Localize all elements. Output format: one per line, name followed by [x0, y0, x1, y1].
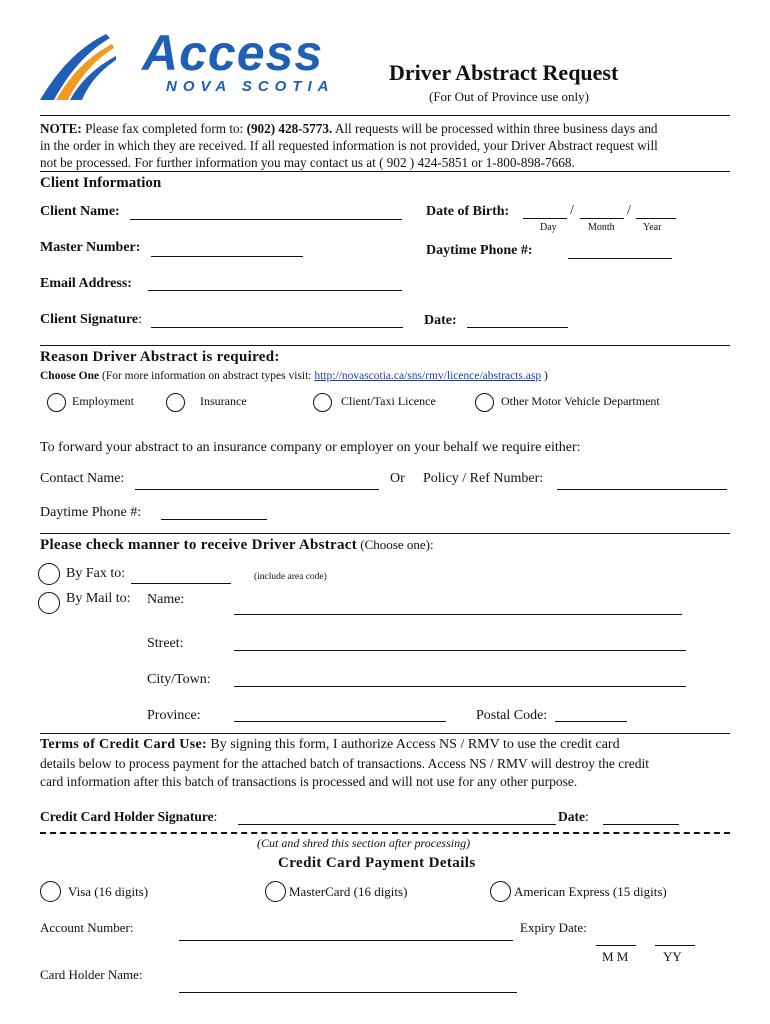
- note-text: Please fax completed form to:: [81, 121, 247, 136]
- radio-visa[interactable]: [40, 881, 61, 902]
- radio-employment[interactable]: [47, 393, 66, 412]
- daytime-phone-field[interactable]: [568, 258, 672, 259]
- client-date-label: Date:: [424, 313, 457, 328]
- expiry-mm-caption: M M: [602, 949, 629, 964]
- option-client-taxi: Client/Taxi Licence: [341, 394, 436, 408]
- client-name-label: Client Name:: [40, 204, 120, 219]
- forward-phone-field[interactable]: [161, 519, 267, 520]
- delivery-choose: (Choose one):: [357, 537, 434, 552]
- terms-line-2: details below to process payment for the attached batch of transactions. Access NS / RMV will destroy the credit: [40, 756, 649, 771]
- client-date-field[interactable]: [467, 327, 568, 328]
- dob-sep-2: /: [627, 203, 631, 218]
- email-label: Email Address:: [40, 276, 132, 291]
- header-rule: [40, 115, 730, 116]
- abstracts-link[interactable]: http://novascotia.ca/sns/rmv/licence/abstracts.asp: [314, 370, 542, 382]
- dob-sep-1: /: [570, 203, 574, 218]
- expiry-date-label: Expiry Date:: [520, 920, 587, 935]
- option-visa: Visa (16 digits): [68, 884, 149, 899]
- fax-number-field[interactable]: [131, 583, 231, 584]
- city-field[interactable]: [234, 686, 686, 687]
- dob-label: Date of Birth:: [426, 204, 510, 219]
- cut-note: (Cut and shred this section after processing): [257, 836, 471, 850]
- radio-other-mvd[interactable]: [475, 393, 494, 412]
- province-field[interactable]: [234, 721, 446, 722]
- option-mastercard: MasterCard (16 digits): [289, 884, 408, 899]
- account-number-label: Account Number:: [40, 920, 134, 935]
- by-fax-label: By Fax to:: [66, 566, 126, 581]
- client-name-field[interactable]: [130, 219, 402, 220]
- note-line1-rest: All requests will be processed within three business days and: [332, 121, 658, 136]
- terms-line-3: card information after this batch of transactions is processed and will not use for any other purpose.: [40, 774, 578, 789]
- client-signature-field[interactable]: [151, 327, 403, 328]
- form-title: Driver Abstract Request: [389, 60, 619, 85]
- radio-amex[interactable]: [490, 881, 511, 902]
- radio-by-mail[interactable]: [38, 592, 60, 614]
- logo-word: Access: [142, 25, 324, 81]
- option-amex: American Express (15 digits): [514, 884, 667, 899]
- by-mail-label: By Mail to:: [66, 591, 131, 606]
- option-insurance: Insurance: [200, 394, 247, 408]
- dob-month-field[interactable]: [580, 218, 624, 219]
- delivery-heading: Please check manner to receive Driver Abstract: [40, 537, 358, 553]
- reason-choose-line: [40, 370, 548, 382]
- forward-rule: [40, 533, 730, 534]
- cc-date-text: Date: [558, 809, 585, 824]
- client-rule: [40, 345, 730, 346]
- terms-text-1: By signing this form, I authorize Access NS / RMV to use the credit card: [206, 737, 620, 752]
- expiry-yy-field[interactable]: [655, 945, 695, 946]
- note-line-3: not be processed. For further information you may contact us at ( 902 ) 424-5851 or 1-800-898-7668.: [40, 155, 575, 170]
- access-ns-logo: [38, 25, 368, 103]
- street-field[interactable]: [234, 650, 686, 651]
- cc-date-field[interactable]: [603, 824, 679, 825]
- province-label: Province:: [147, 708, 201, 723]
- contact-name-label: Contact Name:: [40, 471, 125, 486]
- dob-year-caption: Year: [643, 222, 662, 233]
- dob-day-caption: Day: [540, 222, 557, 233]
- city-label: City/Town:: [147, 672, 211, 687]
- cc-signature-colon: :: [213, 809, 218, 824]
- more-info-text: (For more information on abstract types visit:: [99, 370, 315, 382]
- client-signature-colon: :: [138, 312, 143, 327]
- postal-code-label: Postal Code:: [476, 708, 548, 723]
- logo-subtext: NOVA SCOTIA: [166, 78, 335, 95]
- account-number-field[interactable]: [179, 940, 513, 941]
- forward-text: To forward your abstract to an insurance company or employer on your behalf we require either:: [40, 440, 581, 455]
- client-signature-label: [40, 312, 142, 328]
- radio-insurance[interactable]: [166, 393, 185, 412]
- option-other-mvd: Other Motor Vehicle Department: [501, 394, 660, 408]
- dob-year-field[interactable]: [636, 218, 676, 219]
- master-number-label: Master Number:: [40, 240, 141, 255]
- more-info-close: ): [541, 370, 548, 382]
- delivery-rule: [40, 733, 730, 734]
- choose-one-label: Choose One: [40, 370, 100, 382]
- fax-number: (902) 428-5773.: [246, 121, 333, 136]
- cc-signature-label: [40, 809, 217, 825]
- street-label: Street:: [147, 636, 184, 651]
- delivery-heading-line: [40, 537, 434, 554]
- form-subtitle: (For Out of Province use only): [429, 89, 589, 104]
- logo-swoosh-icon: [38, 30, 118, 102]
- reason-heading: Reason Driver Abstract is required:: [40, 349, 280, 365]
- contact-name-field[interactable]: [135, 489, 379, 490]
- card-holder-field[interactable]: [179, 992, 517, 993]
- terms-heading: Terms of Credit Card Use:: [40, 737, 207, 752]
- cc-signature-field[interactable]: [238, 824, 556, 825]
- mail-name-label: Name:: [147, 592, 185, 607]
- policy-number-label: Policy / Ref Number:: [423, 471, 544, 486]
- terms-line-1: [40, 737, 620, 753]
- or-label: Or: [390, 471, 405, 486]
- mail-name-field[interactable]: [234, 614, 682, 615]
- card-holder-label: Card Holder Name:: [40, 967, 143, 982]
- payment-heading: Credit Card Payment Details: [278, 855, 476, 871]
- client-info-heading: Client Information: [40, 175, 162, 191]
- note-label: NOTE:: [40, 121, 82, 136]
- email-field[interactable]: [148, 290, 402, 291]
- radio-client-taxi[interactable]: [313, 393, 332, 412]
- option-employment: Employment: [72, 394, 134, 408]
- radio-mastercard[interactable]: [265, 881, 286, 902]
- master-number-field[interactable]: [151, 256, 303, 257]
- dob-day-field[interactable]: [523, 218, 567, 219]
- radio-by-fax[interactable]: [38, 563, 60, 585]
- policy-number-field[interactable]: [557, 489, 727, 490]
- note-line-1: [40, 121, 658, 137]
- forward-phone-label: Daytime Phone #:: [40, 505, 142, 520]
- postal-code-field[interactable]: [555, 721, 627, 722]
- cut-line: [40, 832, 730, 834]
- cc-signature-text: Credit Card Holder Signature: [40, 809, 214, 824]
- note-line-2: in the order in which they are received. If all requested information is not provided, your Driver Abstract request will: [40, 138, 658, 153]
- expiry-yy-caption: YY: [663, 949, 682, 964]
- dob-month-caption: Month: [588, 222, 615, 233]
- client-signature-text: Client Signature: [40, 312, 139, 327]
- cc-date-label: [558, 809, 589, 825]
- area-code-note: (include area code): [254, 572, 327, 582]
- expiry-mm-field[interactable]: [596, 945, 636, 946]
- cc-date-colon: :: [585, 809, 589, 824]
- daytime-phone-label: Daytime Phone #:: [426, 243, 533, 258]
- note-rule: [40, 171, 730, 172]
